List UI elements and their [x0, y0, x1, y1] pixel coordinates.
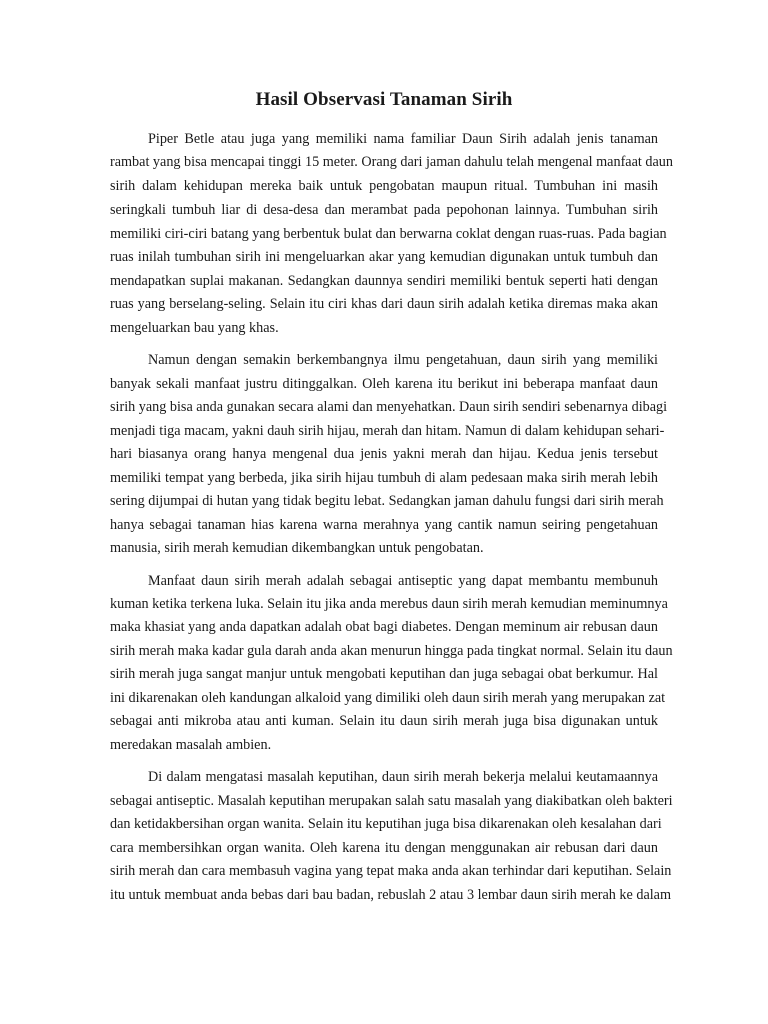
text-line: maka khasiat yang anda dapatkan adalah obat bagi diabetes. Dengan meminum air rebusan daun — [110, 619, 658, 635]
text-line: itu untuk membuat anda bebas dari bau badan, rebuslah 2 atau 3 lembar daun sirih merah ke dalam — [110, 887, 672, 903]
text-line: sirih merah maka kadar gula darah anda akan menurun hingga pada tingkat normal. Selain itu daun — [110, 643, 673, 659]
text-line: Manfaat daun sirih merah adalah sebagai antiseptic yang dapat membantu membunuh — [148, 573, 658, 589]
text-line: banyak sekali manfaat justru ditinggalkan. Oleh karena itu berikut ini beberapa manfaat daun — [110, 376, 658, 392]
text-line: hanya sebagai tanaman hias karena warna merahnya yang cantik namun seiring pengetahuan — [110, 517, 658, 533]
text-line: sebagai antiseptic. Masalah keputihan merupakan salah satu masalah yang diakibatkan oleh bakteri — [110, 793, 673, 809]
text-line: seringkali tumbuh liar di desa-desa dan merambat pada pepohonan lainnya. Tumbuhan sirih — [110, 202, 658, 218]
text-line: kuman ketika terkena luka. Selain itu jika anda merebus daun sirih merah kemudian meminumnya — [110, 596, 668, 612]
text-line: rambat yang bisa mencapai tinggi 15 meter. Orang dari jaman dahulu telah mengenal manfaat daun — [110, 154, 673, 170]
text-line: memiliki ciri-ciri batang yang berbentuk bulat dan berwarna coklat dengan ruas-ruas. Pada bagian — [110, 226, 667, 242]
text-line: Di dalam mengatasi masalah keputihan, daun sirih merah bekerja melalui keutamaannya — [148, 769, 658, 785]
text-line: sebagai anti mikroba atau anti kuman. Selain itu daun sirih merah juga bisa digunakan untuk — [110, 713, 658, 729]
text-line: mendapatkan suplai makanan. Sedangkan daunnya sendiri memiliki bentuk seperti hati dengan — [110, 273, 658, 289]
text-line: meredakan masalah ambien. — [110, 737, 272, 753]
text-line: sirih merah dan cara membasuh vagina yang tepat maka anda akan terhindar dari keputihan. Selain — [110, 863, 672, 879]
text-line: ruas yang berselang-seling. Selain itu ciri khas dari daun sirih adalah ketika diremas maka akan — [110, 296, 658, 312]
document-title: Hasil Observasi Tanaman Sirih — [255, 89, 513, 110]
text-line: mengeluarkan bau yang khas. — [110, 320, 279, 336]
text-line: sirih dalam kehidupan mereka baik untuk pengobatan maupun ritual. Tumbuhan ini masih — [110, 178, 658, 194]
text-line: hari biasanya orang hanya mengenal dua jenis yakni merah dan hijau. Kedua jenis tersebut — [110, 446, 658, 462]
text-line: sirih yang bisa anda gunakan secara alami dan menyehatkan. Daun sirih sendiri sebenarnya dibagi — [110, 399, 668, 415]
text-line: dan ketidakbersihan organ wanita. Selain itu keputihan juga bisa dikarenakan oleh kesalahan dari — [110, 816, 662, 832]
text-line: manusia, sirih merah kemudian dikembangkan untuk pengobatan. — [110, 540, 484, 556]
text-line: cara membersihkan organ wanita. Oleh karena itu dengan menggunakan air rebusan dari daun — [110, 840, 658, 856]
text-line: ruas inilah tumbuhan sirih ini mengeluarkan akar yang kemudian digunakan untuk tumbuh dan — [110, 249, 658, 265]
text-line: sering dijumpai di hutan yang tidak begitu lebat. Sedangkan jaman dahulu fungsi dari sirih merah — [110, 493, 664, 509]
text-line: Piper Betle atau juga yang memiliki nama familiar Daun Sirih adalah jenis tanaman — [148, 131, 658, 147]
text-line: ini dikarenakan oleh kandungan alkaloid yang dimiliki oleh daun sirih merah yang merupakan zat — [110, 690, 666, 706]
text-line: menjadi tiga macam, yakni dauh sirih hijau, merah dan hitam. Namun di dalam kehidupan sehari- — [110, 423, 665, 439]
text-line: memiliki tempat yang berbeda, jika sirih hijau tumbuh di alam pedesaan maka sirih merah lebih — [110, 470, 658, 486]
text-line: sirih merah juga sangat manjur untuk mengobati keputihan dan juga sebagai obat berkumur. Hal — [110, 666, 658, 682]
text-line: Namun dengan semakin berkembangnya ilmu pengetahuan, daun sirih yang memiliki — [148, 352, 658, 368]
